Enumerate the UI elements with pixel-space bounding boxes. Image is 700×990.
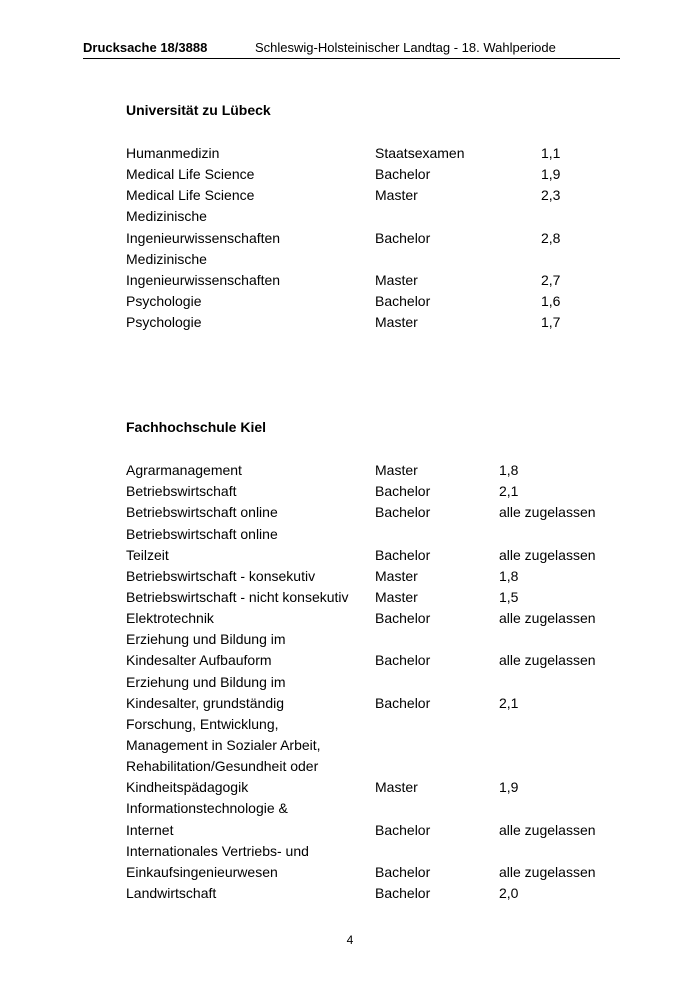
program-name: Erziehung und Bildung im bbox=[126, 673, 286, 690]
table-row bbox=[126, 462, 616, 483]
degree-type: Bachelor bbox=[375, 483, 431, 500]
grade-threshold: alle zugelassen bbox=[499, 546, 596, 563]
table-row bbox=[126, 293, 616, 314]
program-name: Agrarmanagement bbox=[126, 462, 242, 478]
table-row bbox=[126, 251, 616, 272]
degree-type: Bachelor bbox=[375, 229, 431, 246]
table-row bbox=[126, 822, 616, 843]
grade-threshold: alle zugelassen bbox=[499, 610, 596, 626]
table-row bbox=[126, 631, 616, 652]
document-number: Drucksache 18/3888 bbox=[83, 40, 208, 55]
program-name: Ingenieurwissenschaften bbox=[126, 229, 281, 246]
table-row bbox=[126, 610, 616, 631]
degree-type: Master bbox=[375, 462, 418, 478]
table-row bbox=[126, 314, 616, 335]
grade-threshold: 2,7 bbox=[541, 271, 561, 288]
table-row bbox=[126, 758, 616, 779]
table-row bbox=[126, 145, 616, 166]
program-name: Psychologie bbox=[126, 314, 202, 331]
program-name: Betriebswirtschaft bbox=[126, 483, 237, 500]
table-row bbox=[126, 526, 616, 547]
table-row bbox=[126, 843, 616, 864]
section-title: Fachhochschule Kiel bbox=[126, 419, 267, 435]
program-name: Einkaufsingenieurwesen bbox=[126, 863, 278, 880]
table-row bbox=[126, 272, 616, 293]
degree-type: Staatsexamen bbox=[375, 145, 465, 161]
section-title: Universität zu Lübeck bbox=[126, 102, 271, 118]
grade-threshold: alle zugelassen bbox=[499, 504, 596, 521]
table-row bbox=[126, 547, 616, 568]
grade-threshold: 2,3 bbox=[541, 187, 561, 204]
table-row bbox=[126, 737, 616, 758]
program-name: Humanmedizin bbox=[126, 145, 220, 161]
degree-type: Master bbox=[375, 779, 418, 796]
grade-threshold: 2,8 bbox=[541, 229, 561, 246]
grade-threshold: 1,6 bbox=[541, 293, 561, 309]
program-name: Betriebswirtschaft online bbox=[126, 525, 278, 542]
grade-threshold: alle zugelassen bbox=[499, 821, 596, 838]
grade-threshold: 2,1 bbox=[499, 694, 519, 711]
grade-threshold: 1,7 bbox=[541, 314, 561, 331]
grade-threshold: 1,5 bbox=[499, 588, 519, 605]
program-name: Psychologie bbox=[126, 293, 202, 309]
degree-type: Bachelor bbox=[375, 885, 431, 901]
degree-type: Bachelor bbox=[375, 694, 431, 711]
grade-threshold: 1,9 bbox=[499, 779, 519, 796]
program-name: Landwirtschaft bbox=[126, 885, 217, 901]
program-name: Informationstechnologie & bbox=[126, 800, 288, 817]
program-name: Teilzeit bbox=[126, 546, 169, 563]
program-name: Forschung, Entwicklung, bbox=[126, 715, 279, 732]
grade-threshold: alle zugelassen bbox=[499, 652, 596, 669]
grade-threshold: 1,8 bbox=[499, 462, 519, 478]
program-name: Medizinische bbox=[126, 250, 207, 267]
degree-type: Master bbox=[375, 314, 418, 331]
program-name: Kindesalter Aufbauform bbox=[126, 652, 272, 669]
grade-threshold: 1,9 bbox=[541, 166, 561, 183]
table-row bbox=[126, 864, 616, 885]
degree-type: Bachelor bbox=[375, 652, 431, 669]
table-row bbox=[126, 589, 616, 610]
program-name: Rehabilitation/Gesundheit oder bbox=[126, 758, 319, 775]
degree-type: Master bbox=[375, 588, 418, 605]
degree-type: Bachelor bbox=[375, 166, 431, 183]
table-row bbox=[126, 166, 616, 187]
program-name: Medical Life Science bbox=[126, 166, 255, 183]
table-row bbox=[126, 187, 616, 208]
table-row bbox=[126, 652, 616, 673]
degree-type: Bachelor bbox=[375, 610, 431, 626]
degree-type: Master bbox=[375, 271, 418, 288]
program-name: Ingenieurwissenschaften bbox=[126, 271, 281, 288]
page-number: 4 bbox=[346, 933, 354, 947]
table-row bbox=[126, 674, 616, 695]
degree-type: Bachelor bbox=[375, 821, 431, 838]
page-header bbox=[83, 38, 620, 59]
degree-type: Bachelor bbox=[375, 293, 431, 309]
program-name: Management in Sozialer Arbeit, bbox=[126, 737, 321, 753]
table-row bbox=[126, 885, 616, 906]
program-name: Betriebswirtschaft - nicht konsekutiv bbox=[126, 588, 349, 605]
table-row bbox=[126, 695, 616, 716]
degree-type: Bachelor bbox=[375, 863, 431, 880]
degree-type: Master bbox=[375, 567, 418, 584]
degree-type: Bachelor bbox=[375, 504, 431, 521]
program-name: Medical Life Science bbox=[126, 187, 255, 204]
grade-threshold: 2,0 bbox=[499, 885, 519, 901]
program-name: Kindesalter, grundständig bbox=[126, 694, 284, 711]
program-name: Betriebswirtschaft - konsekutiv bbox=[126, 567, 316, 584]
grade-threshold: alle zugelassen bbox=[499, 863, 596, 880]
table-row bbox=[126, 483, 616, 504]
grade-threshold: 1,8 bbox=[499, 567, 519, 584]
program-name: Internet bbox=[126, 821, 174, 838]
grade-threshold: 1,1 bbox=[541, 145, 561, 161]
grade-threshold: 2,1 bbox=[499, 483, 519, 500]
table-row bbox=[126, 230, 616, 251]
table-row bbox=[126, 779, 616, 800]
degree-type: Bachelor bbox=[375, 546, 431, 563]
degree-type: Master bbox=[375, 187, 418, 204]
table-row bbox=[126, 568, 616, 589]
table-row bbox=[126, 504, 616, 525]
table-row bbox=[126, 208, 616, 229]
parliament-title: Schleswig-Holsteinischer Landtag - 18. Wahlperiode bbox=[255, 40, 556, 55]
program-name: Elektrotechnik bbox=[126, 610, 214, 626]
program-name: Betriebswirtschaft online bbox=[126, 504, 278, 521]
program-name: Medizinische bbox=[126, 208, 207, 225]
table-row bbox=[126, 800, 616, 821]
table-row bbox=[126, 716, 616, 737]
program-name: Kindheitspädagogik bbox=[126, 779, 249, 796]
program-name: Erziehung und Bildung im bbox=[126, 631, 286, 648]
program-name: Internationales Vertriebs- und bbox=[126, 842, 309, 859]
